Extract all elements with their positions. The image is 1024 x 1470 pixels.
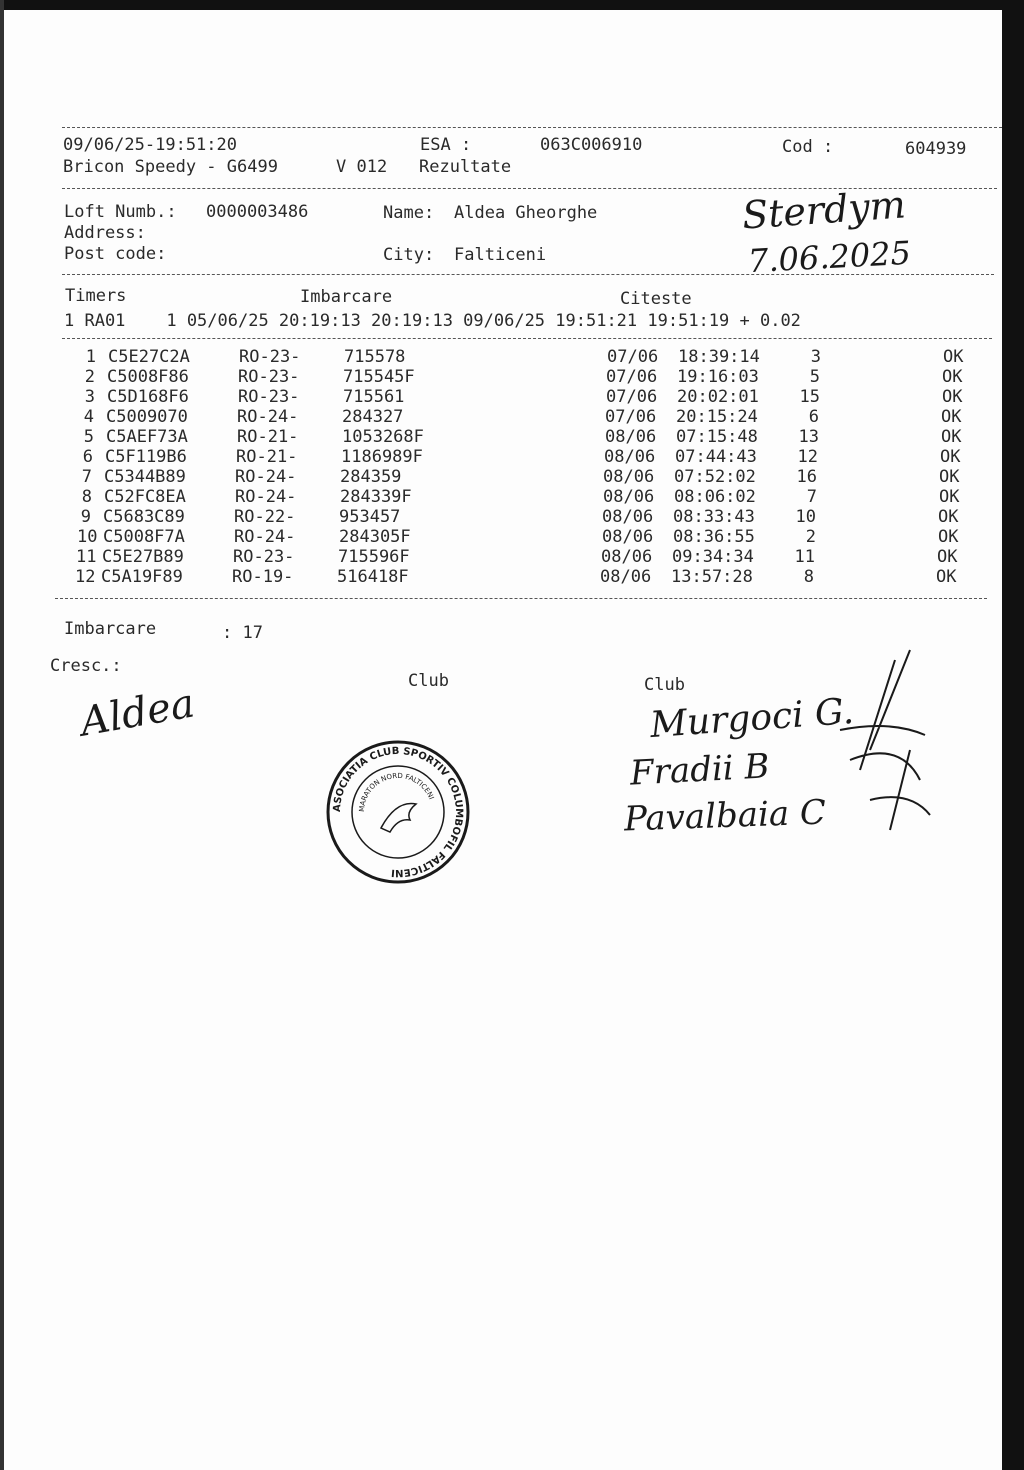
arrival-date: 08/06 [604,447,656,467]
arrival-date: 08/06 [602,527,654,547]
ring-prefix: RO-24- [235,467,297,487]
arrival-time: 18:39:14 [678,347,760,367]
device-name: Bricon Speedy - G6499 [63,157,278,177]
arrival-time: 09:34:34 [672,547,754,567]
ring-prefix: RO-23- [233,547,295,567]
ring-prefix: RO-23- [239,347,301,367]
position: 13 [798,427,819,447]
arrival-date: 08/06 [603,467,655,487]
handwritten-cresc-signature: Aldea [76,680,198,746]
position: 15 [799,387,820,407]
ring-number: 516418F [337,567,409,587]
signature-scribble [800,640,960,840]
imbarcare-header: Imbarcare [300,287,393,307]
chip-id: C5AEF73A [106,427,188,447]
divider-top [62,127,1002,128]
table-row [0,467,1024,487]
chip-id: C5F119B6 [105,447,187,467]
ring-prefix: RO-23- [238,367,300,387]
ring-number: 1186989F [341,447,423,467]
ring-number: 953457 [339,507,401,527]
imbarcare-count: : 17 [222,623,263,643]
ring-prefix: RO-22- [234,507,296,527]
chip-id: C5E27C2A [108,347,190,367]
position: 6 [808,407,819,427]
cod-label: Cod : [782,137,834,157]
position: 12 [797,447,818,467]
cresc-label: Cresc.: [50,656,122,676]
status: OK [938,507,959,527]
ring-number: 284327 [342,407,404,427]
arrival-date: 07/06 [605,407,657,427]
table-row [0,527,1024,547]
row-number: 9 [80,507,91,527]
arrival-date: 08/06 [602,507,654,527]
row-number: 8 [81,487,92,507]
name-label: Name: [383,203,435,223]
ring-prefix: RO-19- [232,567,294,587]
table-row [0,487,1024,507]
position: 8 [803,567,814,587]
timers-label: Timers [65,286,127,306]
row-number: 4 [83,407,94,427]
arrival-date: 07/06 [607,347,659,367]
handwritten-signature-top: Sterdym [740,182,908,238]
timer-line: 1 RA01 1 05/06/25 20:19:13 20:19:13 09/06/25 19:51:21 19:51:19 + 0.02 [64,311,801,331]
cod-value: 604939 [905,139,967,159]
report-datetime: 09/06/25-19:51:20 [63,135,237,155]
arrival-time: 19:16:03 [677,367,759,387]
loft-number: 0000003486 [206,202,309,222]
status: OK [941,407,962,427]
arrival-date: 08/06 [603,487,655,507]
postcode-label: Post code: [64,244,167,264]
ring-number: 284305F [339,527,411,547]
divider-fancier [62,274,994,275]
city-value: Falticeni [454,245,547,265]
position: 16 [796,467,817,487]
stamp-outer-text: ASOCIATIA CLUB SPORTIV COLUMBOFIL FALTICENI [331,745,465,879]
handwritten-club-name-2: Fradii B [629,746,771,794]
arrival-time: 08:33:43 [673,507,755,527]
table-row [0,507,1024,527]
status: OK [941,427,962,447]
arrival-time: 07:44:43 [675,447,757,467]
row-number: 3 [84,387,95,407]
ring-number: 715545F [343,367,415,387]
chip-id: C5683C89 [103,507,185,527]
status: OK [936,567,957,587]
row-number: 11 [76,547,97,567]
fancier-name: Aldea Gheorghe [454,203,598,223]
chip-id: C5344B89 [104,467,186,487]
club-stamp [326,740,470,884]
city-label: City: [383,245,435,265]
row-number: 5 [83,427,94,447]
chip-id: C5009070 [106,407,188,427]
arrival-time: 08:06:02 [674,487,756,507]
arrival-date: 08/06 [600,567,652,587]
chip-id: C52FC8EA [104,487,186,507]
citeste-header: Citeste [620,289,692,309]
chip-id: C5008F7A [103,527,185,547]
device-version: V 012 [336,157,388,177]
table-row [0,567,1024,587]
table-row [0,367,1024,387]
table-row [0,427,1024,447]
arrival-time: 13:57:28 [671,567,753,587]
ring-number: 715596F [338,547,410,567]
arrival-time: 08:36:55 [673,527,755,547]
ring-number: 715561 [343,387,405,407]
arrival-date: 07/06 [606,367,658,387]
ring-prefix: RO-23- [238,387,300,407]
status: OK [939,487,960,507]
ring-number: 1053268F [342,427,424,447]
handwritten-date: 7.06.2025 [747,233,912,281]
table-row [0,347,1024,367]
ring-prefix: RO-21- [236,447,298,467]
position: 10 [795,507,816,527]
esa-value: 063C006910 [540,135,643,155]
divider-timers [62,338,992,339]
ring-number: 284359 [340,467,402,487]
status: OK [942,367,963,387]
table-row [0,407,1024,427]
handwritten-club-name-3: Pavalbaia C [623,792,827,840]
row-number: 10 [77,527,98,547]
chip-id: C5E27B89 [102,547,184,567]
row-number: 1 [85,347,96,367]
arrival-date: 08/06 [601,547,653,567]
ring-number: 715578 [344,347,406,367]
table-row [0,387,1024,407]
imbarcare-footer-label: Imbarcare [64,619,157,639]
ring-number: 284339F [340,487,412,507]
chip-id: C5A19F89 [101,567,183,587]
esa-label: ESA : [420,135,472,155]
club-label-2: Club [644,675,685,695]
row-number: 2 [84,367,95,387]
club-label-1: Club [408,671,449,691]
ring-prefix: RO-24- [237,407,299,427]
row-number: 12 [75,567,96,587]
row-number: 7 [81,467,92,487]
status: OK [940,447,961,467]
status: OK [943,347,964,367]
status: OK [939,467,960,487]
position: 2 [805,527,816,547]
arrival-time: 20:15:24 [676,407,758,427]
row-number: 6 [82,447,93,467]
arrival-time: 07:15:48 [676,427,758,447]
position: 11 [794,547,815,567]
arrival-time: 20:02:01 [677,387,759,407]
position: 7 [806,487,817,507]
arrival-date: 08/06 [605,427,657,447]
arrival-date: 07/06 [606,387,658,407]
table-row [0,547,1024,567]
arrival-time: 07:52:02 [674,467,756,487]
scan-right-border [1002,0,1024,1470]
ring-prefix: RO-24- [235,487,297,507]
divider-results [55,598,987,599]
status: OK [938,527,959,547]
loft-label: Loft Numb.: [64,202,177,222]
scan-top-border [0,0,1024,10]
chip-id: C5D168F6 [107,387,189,407]
position: 3 [810,347,821,367]
position: 5 [809,367,820,387]
chip-id: C5008F86 [107,367,189,387]
status: OK [942,387,963,407]
table-row [0,447,1024,467]
status: OK [937,547,958,567]
ring-prefix: RO-24- [234,527,296,547]
address-label: Address: [64,223,146,243]
report-type: Rezultate [419,157,512,177]
svg-text:MARATON NORD FALTICENI [358,772,435,812]
ring-prefix: RO-21- [237,427,299,447]
stamp-inner-text: MARATON NORD FALTICENI [357,771,436,813]
handwritten-club-name-1: Murgoci G. [648,690,856,747]
